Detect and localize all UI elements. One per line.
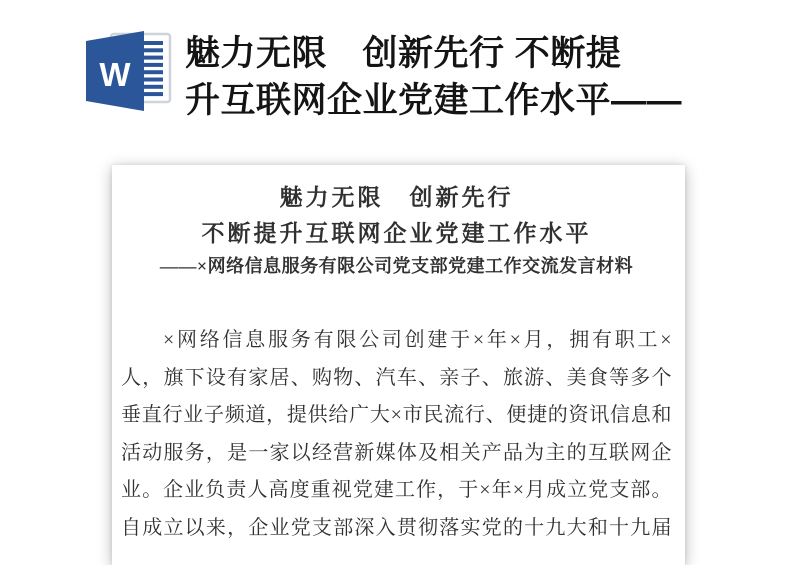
doc-paragraph-line: 自成立以来，企业党支部深入贯彻落实党的十九大和十九届: [121, 516, 672, 539]
doc-paragraph-line: 垂直行业子频道，提供给广大×市民流行、便捷的资讯信息和: [121, 404, 672, 426]
document-preview-page: [112, 165, 685, 565]
page-title: [185, 30, 745, 124]
doc-heading-line2: 不断提升互联网企业党建工作水平: [201, 221, 592, 246]
page-title-line2: 升互联网企业党建工作水平——: [185, 81, 683, 120]
doc-subtitle: ——×网络信息服务有限公司党支部党建工作交流发言材料: [159, 256, 634, 276]
doc-paragraph-line: 业。企业负责人高度重视党建工作，于×年×月成立党支部。: [121, 479, 672, 501]
word-icon-letter: W: [99, 56, 131, 93]
doc-paragraph-line: 人，旗下设有家居、购物、汽车、亲子、旅游、美食等多个: [121, 366, 672, 389]
doc-paragraph: [121, 322, 672, 547]
doc-paragraph-line: ×网络信息服务有限公司创建于×年×月，拥有职工×: [163, 329, 672, 351]
page-header: [0, 0, 800, 150]
doc-paragraph-line: 活动服务，是一家以经营新媒体及相关产品为主的互联网企: [121, 441, 672, 464]
doc-heading-line1: 魅力无限 创新先行: [279, 185, 514, 210]
word-icon: [80, 30, 172, 112]
page-title-line1: 魅力无限 创新先行 不断提: [185, 34, 622, 73]
